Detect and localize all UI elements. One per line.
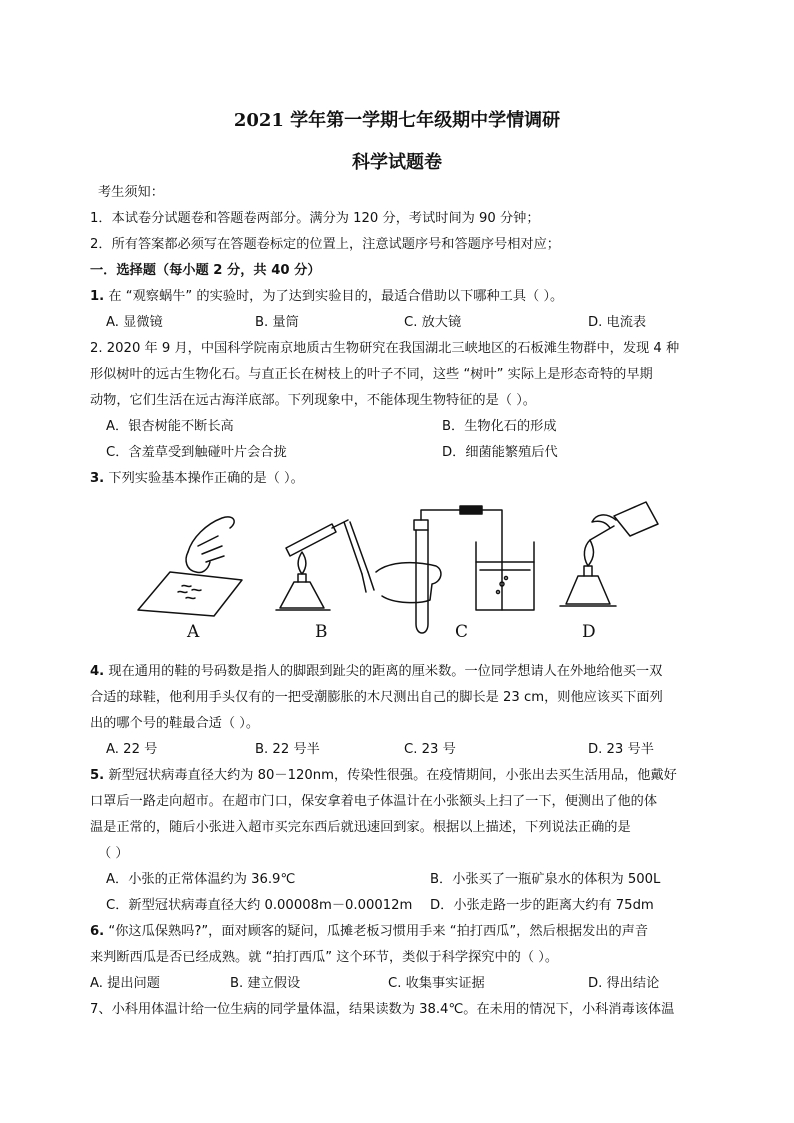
q6-option-d: D. 得出结论: [588, 976, 660, 991]
q5-option-d: D．小张走路一步的距离大约有 75dm: [430, 898, 654, 913]
exam-subtitle: 科学试题卷: [352, 152, 442, 173]
notice-item-2: 2．所有答案都必须写在答题卷标定的位置上，注意试题序号和答题序号相对应；: [90, 237, 560, 252]
notice-item-1: 1．本试卷分试题卷和答题卷两部分。满分为 120 分，考试时间为 90 分钟；: [90, 211, 540, 226]
q2-line-2: 形似树叶的远古生物化石。与直正长在树枝上的叶子不同，这些 “树叶” 实际上是形态奇特的早期: [90, 367, 653, 382]
q5-option-c: C．新型冠状病毒直径大约 0.00008m－0.00012m: [106, 898, 413, 913]
exam-title: 2021 学年第一学期七年级期中学情调研: [233, 110, 561, 131]
question-number: 5.: [90, 768, 105, 783]
q4-option-d: D. 23 号半: [588, 742, 654, 757]
figure-label-a: A: [187, 622, 200, 642]
question-number: 1.: [90, 289, 105, 304]
q5-line-1: 新型冠状病毒直径大约为 80－120nm，传染性很强。在疫情期间，小张出去买生活用品，他戴好: [108, 768, 677, 783]
q6-option-b: B. 建立假设: [230, 976, 301, 991]
q4-line-1: 现在通用的鞋的号码数是指人的脚跟到趾尖的距离的厘米数。一位同学想请人在外地给他买一双: [108, 664, 663, 679]
q4-line-3: 出的哪个号的鞋最合适（ ）。: [90, 716, 260, 731]
question-7-line-1: 7、小科用体温计给一位生病的同学量体温，结果读数为 38.4℃。在未用的情况下，小科消毒该体温: [90, 1002, 675, 1017]
q4-option-c: C. 23 号: [404, 742, 456, 757]
question-text: 下列实验基本操作正确的是（ ）。: [108, 471, 304, 486]
question-number: 3.: [90, 471, 105, 486]
figure-label-b: B: [315, 622, 328, 642]
lab-operations-figure: [130, 500, 670, 650]
q5-line-4: （ ）: [98, 846, 129, 861]
q1-option-d: D. 电流表: [588, 315, 647, 330]
question-5: [90, 766, 677, 786]
figure-b-illustration: [276, 520, 374, 610]
question-text: 在 “观察蜗牛” 的实验时，为了达到实验目的，最适合借助以下哪种工具（ ）。: [108, 289, 564, 304]
q2-line-3: 动物，它们生活在远古海洋底部。下列现象中，不能体现生物特征的是（ ）。: [90, 393, 536, 408]
q4-option-a: A. 22 号: [106, 742, 158, 757]
section-heading: 一．选择题（每小题 2 分，共 40 分）: [90, 263, 321, 278]
q4-option-b: B. 22 号半: [255, 742, 320, 757]
q5-option-a: A．小张的正常体温约为 36.9℃: [106, 872, 296, 887]
question-3: [90, 469, 304, 489]
question-1: [90, 287, 563, 307]
q2-option-a: A．银杏树能不断长高: [106, 419, 234, 434]
question-number: 4.: [90, 664, 105, 679]
question-number: 6.: [90, 924, 105, 939]
q1-option-c: C. 放大镜: [404, 315, 462, 330]
q6-line-1: “你这瓜保熟吗?”，面对顾客的疑问，瓜摊老板习惯用手来 “拍打西瓜”，然后根据发出的声音: [108, 924, 649, 939]
figure-label-d: D: [582, 622, 596, 642]
q4-line-2: 合适的球鞋，他利用手头仅有的一把受潮膨胀的木尺测出自己的脚长是 23 cm，则他应该买下面列: [90, 690, 663, 705]
q1-option-b: B. 量筒: [255, 315, 299, 330]
q5-option-b: B．小张买了一瓶矿泉水的体积为 500L: [430, 872, 661, 887]
q5-line-2: 口罩后一路走向超市。在超市门口，保安拿着电子体温计在小张额头上扫了一下，便测出了他的体: [90, 794, 658, 809]
figure-c-illustration: [376, 506, 534, 633]
q2-option-d: D．细菌能繁殖后代: [442, 445, 558, 460]
q2-line-1: 2. 2020 年 9 月，中国科学院南京地质古生物研究在我国湖北三峡地区的石板滩生物群中，发现 4 种: [90, 341, 680, 356]
figure-d-illustration: [560, 502, 658, 606]
question-4: [90, 662, 662, 682]
q1-option-a: A. 显微镜: [106, 315, 163, 330]
notice-heading: 考生须知：: [98, 185, 164, 200]
figure-label-c: C: [455, 622, 469, 642]
figure-a-illustration: [138, 517, 242, 616]
q5-line-3: 温是正常的，随后小张进入超市买完东西后就迅速回到家。根据以上描述，下列说法正确的是: [90, 820, 631, 835]
q2-option-c: C．含羞草受到触碰叶片会合拢: [106, 445, 287, 460]
question-6: [90, 922, 648, 942]
q2-option-b: B．生物化石的形成: [442, 419, 557, 434]
q6-line-2: 来判断西瓜是否已经成熟。就 “拍打西瓜” 这个环节，类似于科学探究中的（ ）。: [90, 950, 559, 965]
q6-option-a: A. 提出问题: [90, 976, 160, 991]
q6-option-c: C. 收集事实证据: [388, 976, 485, 991]
